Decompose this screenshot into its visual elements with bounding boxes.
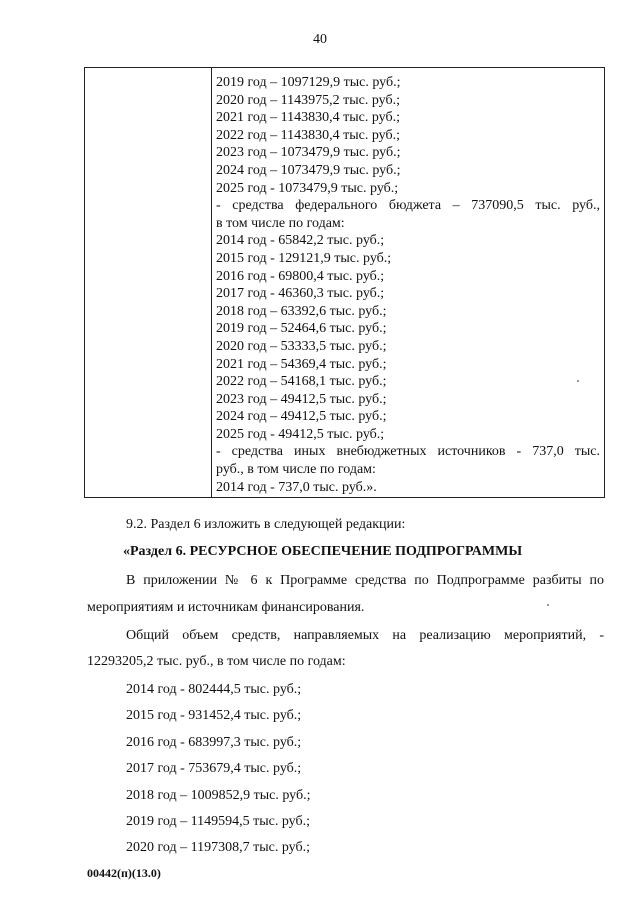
- table-line: 2022 год – 54168,1 тыс. руб.;: [216, 374, 387, 390]
- paragraph-line: мероприятиям и источникам финансирования.: [87, 600, 365, 615]
- table-line: - средства федерального бюджета – 737090,5 тыс. руб.,: [216, 198, 600, 214]
- table-line: 2024 год – 49412,5 тыс. руб.;: [216, 409, 387, 425]
- table-line: 2021 год – 1143830,4 тыс. руб.;: [216, 110, 400, 126]
- year-line: 2016 год - 683997,3 тыс. руб.;: [126, 735, 302, 750]
- section-heading: «Раздел 6. РЕСУРСНОЕ ОБЕСПЕЧЕНИЕ ПОДПРОГРАММЫ: [123, 544, 523, 559]
- paragraph-line: В приложении № 6 к Программе средства по Подпрограмме разбиты по: [126, 573, 604, 588]
- paragraph-line: Общий объем средств, направляемых на реализацию мероприятий, -: [126, 628, 604, 643]
- table-line: 2022 год – 1143830,4 тыс. руб.;: [216, 127, 400, 143]
- paragraph-9-2: 9.2. Раздел 6 изложить в следующей редакции:: [126, 517, 406, 532]
- scan-speck: [547, 604, 549, 606]
- table-line: 2019 год – 52464,6 тыс. руб.;: [216, 321, 387, 337]
- table-line: - средства иных внебюджетных источников - 737,0 тыс.: [216, 444, 600, 460]
- table-line: в том числе по годам:: [216, 215, 345, 231]
- year-line: 2018 год – 1009852,9 тыс. руб.;: [126, 788, 311, 803]
- year-line: 2015 год - 931452,4 тыс. руб.;: [126, 708, 302, 723]
- table-line: 2014 год - 737,0 тыс. руб.».: [216, 479, 377, 495]
- paragraph-line: 12293205,2 тыс. руб., в том числе по годам:: [87, 654, 346, 669]
- table-line: 2020 год – 53333,5 тыс. руб.;: [216, 338, 387, 354]
- table-line: 2019 год – 1097129,9 тыс. руб.;: [216, 75, 401, 90]
- table-line: 2021 год – 54369,4 тыс. руб.;: [216, 356, 387, 372]
- table-line: 2020 год – 1143975,2 тыс. руб.;: [216, 92, 400, 108]
- table-line: 2016 год - 69800,4 тыс. руб.;: [216, 268, 385, 284]
- year-line: 2020 год – 1197308,7 тыс. руб.;: [126, 840, 310, 855]
- table-line: руб., в том числе по годам:: [216, 462, 376, 478]
- table-line: 2025 год - 49412,5 тыс. руб.;: [216, 426, 385, 442]
- table-line: 2024 год – 1073479,9 тыс. руб.;: [216, 162, 401, 178]
- document-code: 00442(п)(13.0): [87, 866, 161, 880]
- table-left-cell: [85, 68, 212, 497]
- table-line: 2015 год - 129121,9 тыс. руб.;: [216, 250, 392, 266]
- page-number: 40: [313, 32, 327, 47]
- table-line: 2023 год – 49412,5 тыс. руб.;: [216, 391, 387, 407]
- table-line: 2017 год - 46360,3 тыс. руб.;: [216, 286, 385, 302]
- resources-table: [84, 67, 605, 498]
- year-line: 2019 год – 1149594,5 тыс. руб.;: [126, 814, 310, 829]
- year-line: 2014 год - 802444,5 тыс. руб.;: [126, 682, 302, 697]
- scan-speck: [577, 380, 579, 382]
- table-line: 2025 год - 1073479,9 тыс. руб.;: [216, 180, 399, 196]
- year-line: 2017 год - 753679,4 тыс. руб.;: [126, 761, 302, 776]
- table-line: 2018 год – 63392,6 тыс. руб.;: [216, 303, 387, 319]
- table-right-cell: [216, 74, 600, 496]
- table-line: 2014 год - 65842,2 тыс. руб.;: [216, 233, 385, 249]
- table-line: 2023 год – 1073479,9 тыс. руб.;: [216, 145, 401, 161]
